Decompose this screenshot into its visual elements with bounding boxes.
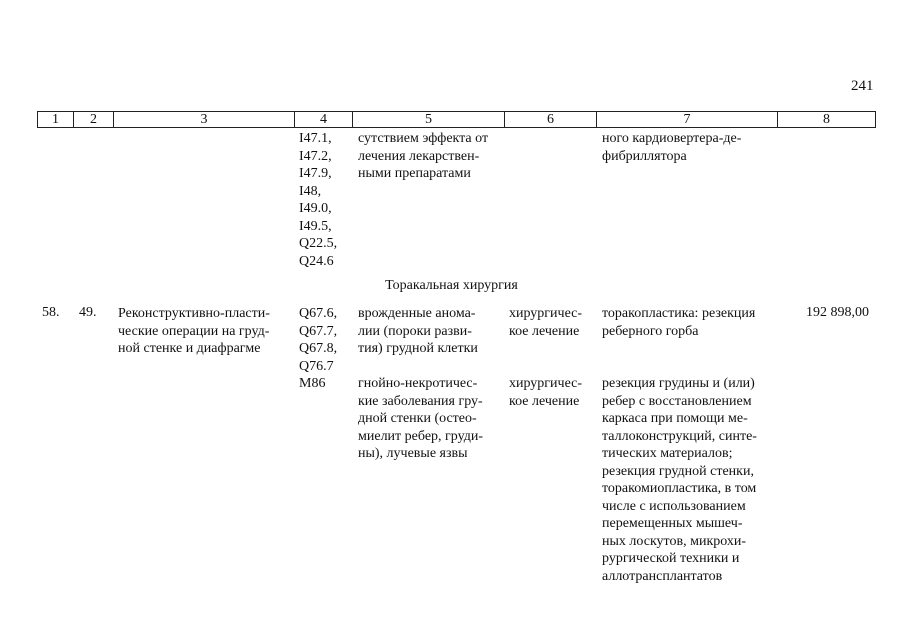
text-line: лечения лекарствен-: [358, 148, 480, 164]
row-codes: [299, 305, 337, 393]
text-line: рургической техники и: [602, 551, 740, 566]
row-number: 58.: [42, 305, 60, 320]
text-line: ной стенке и диафрагме: [118, 341, 261, 356]
code: I47.1,: [299, 131, 332, 146]
text-line: резекция грудной стенки,: [602, 463, 754, 479]
method-2: [602, 375, 774, 585]
section-title: Торакальная хирургия: [385, 278, 518, 293]
text-line: лии (пороки разви-: [358, 323, 472, 339]
text-line: перемещенных мышеч-: [602, 516, 743, 531]
continuation-method: [602, 130, 774, 165]
text-line: врожденные анома-: [358, 306, 476, 321]
text-line: числе с использованием: [602, 498, 746, 514]
text-line: каркаса при помощи ме-: [602, 411, 748, 426]
code: I47.2,: [299, 148, 332, 164]
method-1: [602, 305, 774, 340]
header-col-6: 6: [504, 111, 596, 128]
text-line: миелит ребер, груди-: [358, 428, 483, 444]
text-line: резекция грудины и (или): [602, 376, 755, 391]
code: I49.5,: [299, 218, 332, 234]
header-col-5: 5: [352, 111, 504, 128]
text-line: гнойно-некротичес-: [358, 376, 478, 391]
text-line: аллотрансплантатов: [602, 568, 723, 584]
header-col-3: 3: [113, 111, 294, 128]
text-line: хирургичес-: [509, 376, 583, 391]
header-col-7: 7: [596, 111, 777, 128]
code: I47.9,: [299, 166, 332, 181]
model-1: [358, 305, 500, 358]
model-2: [358, 375, 500, 463]
text-line: кое лечение: [509, 393, 580, 409]
code: I48,: [299, 183, 322, 199]
code: M86: [299, 376, 326, 391]
page-number: 241: [851, 78, 874, 94]
intervention-name: [118, 305, 290, 358]
text-line: ческие операции на груд-: [118, 323, 270, 339]
text-line: ными препаратами: [358, 166, 471, 181]
continuation-model: [358, 130, 500, 183]
text-line: кое лечение: [509, 323, 580, 339]
continuation-codes: [299, 130, 337, 270]
text-line: дной стенки (остео-: [358, 411, 477, 426]
text-line: ных лоскутов, микрохи-: [602, 533, 747, 549]
code: Q67.8,: [299, 341, 338, 356]
text-line: фибриллятора: [602, 148, 687, 164]
text-line: тических материалов;: [602, 446, 733, 461]
code: Q76.7: [299, 358, 334, 374]
header-col-8: 8: [777, 111, 876, 128]
text-line: ны), лучевые язвы: [358, 446, 468, 461]
group-number: 49.: [79, 305, 97, 320]
code: Q24.6: [299, 253, 334, 269]
text-line: торакопластика: резекция: [602, 306, 756, 321]
code: Q22.5,: [299, 236, 338, 251]
code: Q67.6,: [299, 306, 338, 321]
code: I49.0,: [299, 201, 332, 216]
text-line: Реконструктивно-пласти-: [118, 306, 270, 321]
text-line: сутствием эффекта от: [358, 131, 489, 146]
treatment-2: [509, 375, 594, 410]
text-line: ного кардиовертера-де-: [602, 131, 742, 146]
text-line: торакомиопластика, в том: [602, 481, 757, 496]
header-col-4: 4: [294, 111, 352, 128]
text-line: ребер с восстановлением: [602, 393, 752, 409]
treatment-1: [509, 305, 594, 340]
text-line: хирургичес-: [509, 306, 583, 321]
text-line: тия) грудной клетки: [358, 341, 478, 356]
header-col-2: 2: [73, 111, 113, 128]
text-line: таллоконструкций, синте-: [602, 428, 757, 444]
code: Q67.7,: [299, 323, 338, 339]
header-col-1: 1: [37, 111, 73, 128]
price: 192 898,00: [806, 305, 869, 320]
text-line: реберного горба: [602, 323, 699, 339]
text-line: кие заболевания гру-: [358, 393, 483, 409]
